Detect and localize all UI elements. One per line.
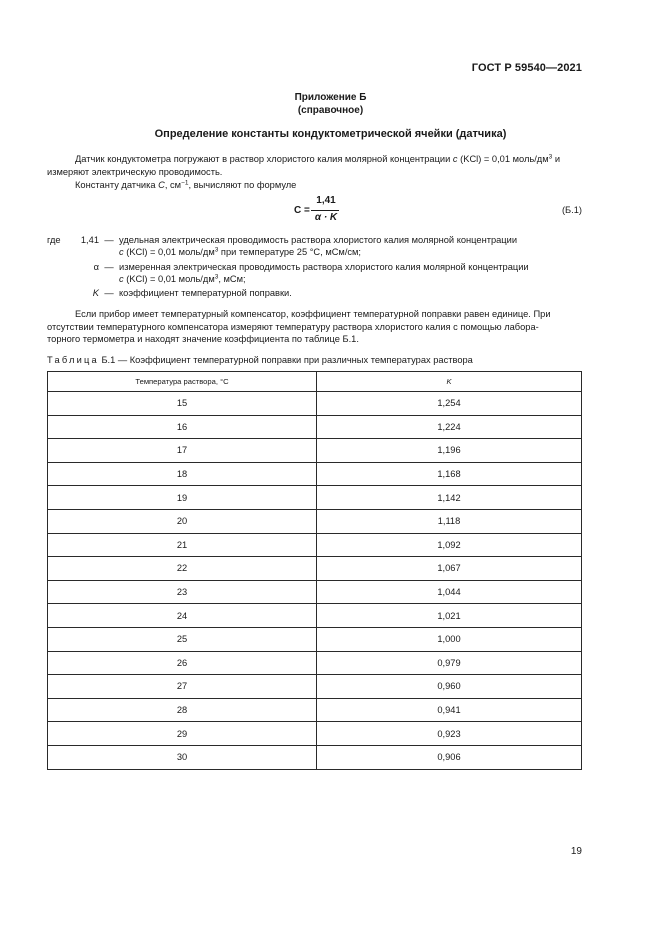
paragraph-3-line-1: Если прибор имеет температурный компенсатор, коэффициент температурной поправки равен единице. При bbox=[75, 309, 551, 319]
k-cell: 1,092 bbox=[317, 533, 582, 557]
k-cell: 1,168 bbox=[317, 462, 582, 486]
table-row bbox=[48, 392, 582, 416]
temperature-cell: 20 bbox=[48, 509, 317, 533]
temperature-cell: 19 bbox=[48, 486, 317, 510]
column-header-temperature: Температура раствора, °С bbox=[48, 372, 317, 392]
temperature-cell: 25 bbox=[48, 627, 317, 651]
page-number: 19 bbox=[570, 846, 582, 857]
k-cell: 1,142 bbox=[317, 486, 582, 510]
table-row bbox=[48, 415, 582, 439]
formula bbox=[288, 194, 348, 228]
table-caption-text: Б.1 — Коэффициент температурной поправки при различных температурах раствора bbox=[98, 355, 473, 365]
k-cell: 1,044 bbox=[317, 580, 582, 604]
definition-symbol: K bbox=[92, 288, 99, 298]
table-header-row bbox=[48, 372, 582, 392]
table-row bbox=[48, 722, 582, 746]
table-row bbox=[48, 604, 582, 628]
appendix-heading bbox=[0, 91, 661, 117]
table-row bbox=[48, 698, 582, 722]
k-cell: 1,021 bbox=[317, 604, 582, 628]
paragraph-1: Датчик кондуктометра погружают в раствор хлористого калия молярной концентрации c (KCl) = 0,01 моль/$дм^3$ и измеряют электрическую проводимость. bbox=[47, 153, 561, 177]
k-cell: 1,196 bbox=[317, 439, 582, 463]
table-row bbox=[48, 675, 582, 699]
k-cell: 0,941 bbox=[317, 698, 582, 722]
formula-numerator: 1,41 bbox=[316, 195, 336, 206]
k-cell: 1,000 bbox=[317, 627, 582, 651]
temperature-cell: 15 bbox=[48, 392, 317, 416]
temperature-cell: 24 bbox=[48, 604, 317, 628]
k-cell: 0,923 bbox=[317, 722, 582, 746]
definition-text: коэффициент температурной поправки. bbox=[119, 288, 292, 298]
definition-symbol: 1,41 bbox=[80, 235, 99, 245]
correction-table bbox=[47, 371, 582, 770]
temperature-cell: 16 bbox=[48, 415, 317, 439]
temperature-cell: 17 bbox=[48, 439, 317, 463]
temperature-cell: 28 bbox=[48, 698, 317, 722]
definition-dash: — bbox=[104, 288, 114, 298]
temperature-cell: 22 bbox=[48, 557, 317, 581]
table-row bbox=[48, 580, 582, 604]
formula-number: (Б.1) bbox=[561, 205, 582, 215]
paragraph-3-line-3: торного термометра и находят значение коэффициента по таблице Б.1. bbox=[47, 334, 359, 345]
document-id: ГОСТ Р 59540—2021 bbox=[471, 62, 582, 74]
appendix-subtitle: (справочное) bbox=[297, 105, 364, 116]
k-cell: 0,979 bbox=[317, 651, 582, 675]
paragraph-3 bbox=[47, 308, 582, 346]
table-row bbox=[48, 462, 582, 486]
temperature-cell: 21 bbox=[48, 533, 317, 557]
table-row bbox=[48, 745, 582, 769]
definition-prefix: где bbox=[47, 235, 61, 245]
table-row bbox=[48, 557, 582, 581]
definition-2 bbox=[47, 261, 587, 287]
definition-dash: — bbox=[104, 262, 114, 272]
table-row bbox=[48, 439, 582, 463]
temperature-cell: 29 bbox=[48, 722, 317, 746]
temperature-cell: 30 bbox=[48, 745, 317, 769]
table-row bbox=[48, 651, 582, 675]
definition-1 bbox=[47, 234, 587, 260]
k-cell: 1,254 bbox=[317, 392, 582, 416]
definition-text: удельная электрическая проводимость раствора хлористого калия молярной концентрации c (KCl) = 0,01 моль/$дм^3$ при температуре 25 °С, мСм/см; bbox=[119, 235, 518, 258]
definition-text: измеренная электрическая проводимость раствора хлористого калия молярной концентрации c (KCl) = 0,01 моль/$дм^3$, мСм; bbox=[119, 262, 529, 285]
table-row bbox=[48, 486, 582, 510]
temperature-cell: 18 bbox=[48, 462, 317, 486]
table-row bbox=[48, 509, 582, 533]
definition-symbol: α bbox=[93, 262, 99, 272]
table-row bbox=[48, 533, 582, 557]
k-cell: 1,118 bbox=[317, 509, 582, 533]
formula-denominator: α · K bbox=[314, 212, 338, 223]
temperature-cell: 23 bbox=[48, 580, 317, 604]
k-cell: 0,960 bbox=[317, 675, 582, 699]
definition-dash: — bbox=[104, 235, 114, 245]
table-caption-label: Таблица bbox=[47, 355, 99, 365]
appendix-title: Приложение Б bbox=[294, 92, 367, 103]
table-row bbox=[48, 627, 582, 651]
paragraph-3-line-2: отсутствии температурного компенсатора измеряют температуру раствора хлористого калия с помощью лабора- bbox=[47, 321, 539, 332]
section-title: Определение константы кондуктометрической ячейки (датчика) bbox=[154, 128, 507, 140]
fraction-bar bbox=[311, 210, 339, 211]
temperature-cell: 27 bbox=[48, 675, 317, 699]
formula-lhs: C = bbox=[294, 205, 310, 216]
k-cell: 0,906 bbox=[317, 745, 582, 769]
k-cell: 1,224 bbox=[317, 415, 582, 439]
k-cell: 1,067 bbox=[317, 557, 582, 581]
table-caption bbox=[47, 355, 473, 365]
temperature-cell: 26 bbox=[48, 651, 317, 675]
column-header-k: K bbox=[317, 372, 582, 392]
definition-3 bbox=[47, 287, 587, 301]
paragraph-2: Константу датчика C, $см^{-1}$, вычисляют по формуле bbox=[75, 179, 297, 190]
